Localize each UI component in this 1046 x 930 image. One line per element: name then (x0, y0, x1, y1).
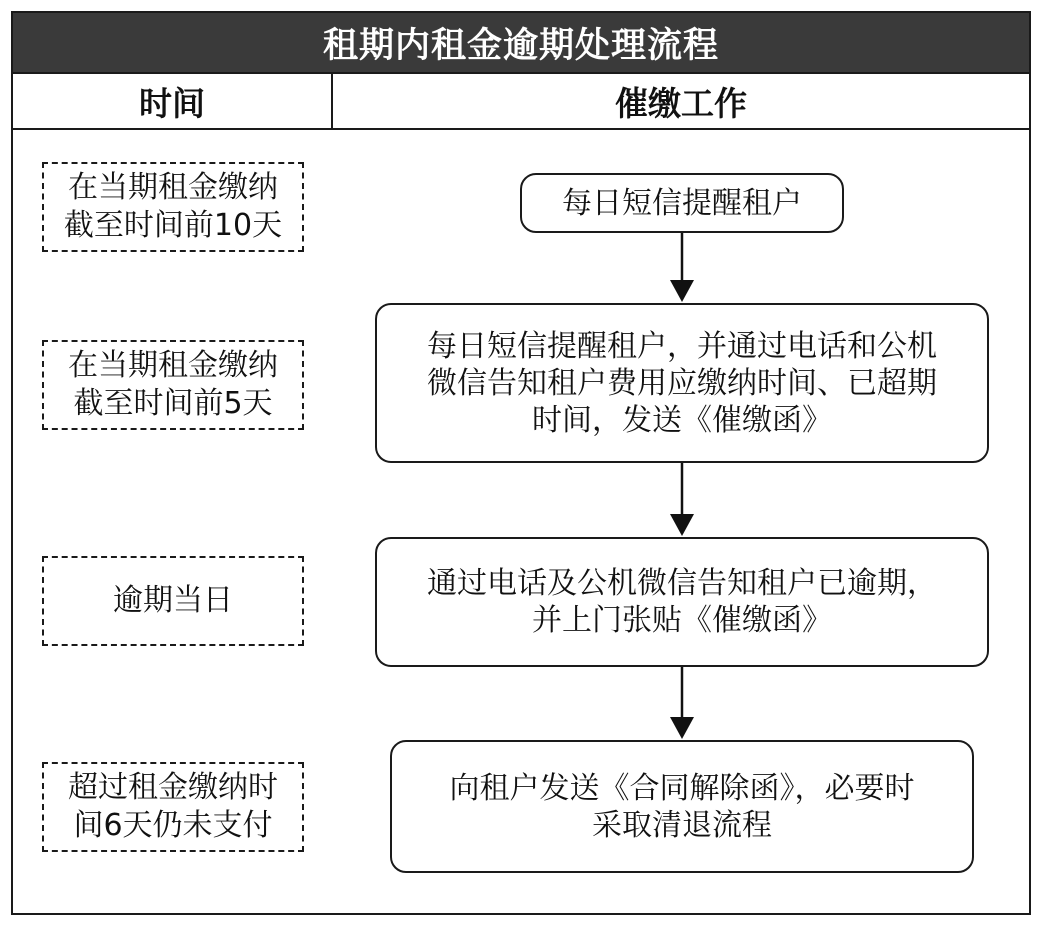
time-column-header: 时间 (13, 74, 333, 128)
step-text-1: 每日短信提醒租户 (562, 185, 802, 221)
step-text-4: 向租户发送《合同解除函》，必要时 采取清退流程 (449, 770, 915, 843)
arrow-2-to-3 (670, 463, 694, 536)
time-label-2: 在当期租金缴纳 截至时间前5天 (68, 348, 278, 421)
page-title: 租期内租金逾期处理流程 (13, 13, 1029, 72)
arrow-3-to-4 (670, 667, 694, 739)
step-text-2: 每日短信提醒租户，并通过电话和公机 微信告知租户费用应缴纳时间、已超期 时间，发送《催缴函》 (427, 328, 937, 438)
time-label-4: 超过租金缴纳时 间6天仍未支付 (68, 770, 278, 843)
arrow-1-to-2 (670, 233, 694, 302)
time-label-1: 在当期租金缴纳 截至时间前10天 (63, 170, 283, 243)
work-column-header: 催缴工作 (615, 83, 747, 123)
time-label-3: 逾期当日 (113, 583, 233, 618)
step-text-3: 通过电话及公机微信告知租户已逾期， 并上门张贴《催缴函》 (427, 566, 937, 638)
